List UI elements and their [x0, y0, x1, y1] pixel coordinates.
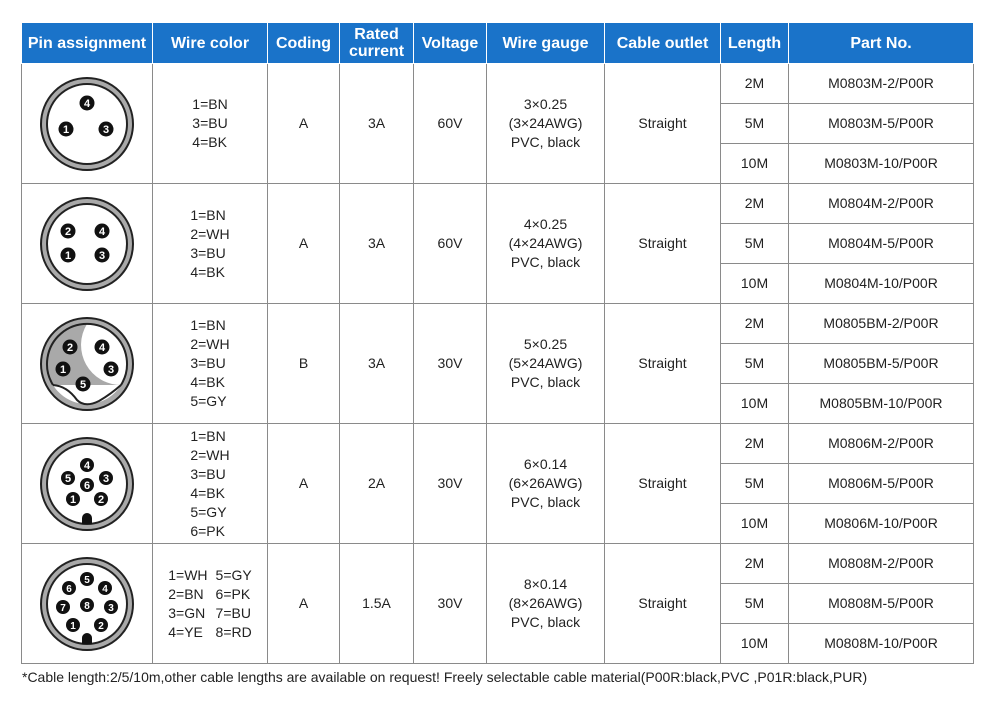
voltage-cell: 30V — [414, 424, 487, 544]
part-no-cell: M0803M-2/P00R — [789, 64, 974, 104]
wire-color-cell — [153, 424, 268, 544]
length-cell: 2M — [721, 184, 789, 224]
table-row — [22, 424, 974, 464]
length-cell: 5M — [721, 464, 789, 504]
svg-text:2: 2 — [64, 225, 72, 238]
pin-7 — [56, 600, 70, 614]
wire-gauge-line: (3×24AWG) — [508, 115, 583, 131]
pin-1 — [66, 618, 80, 632]
coding-cell: A — [268, 184, 340, 304]
pin-3 — [99, 471, 113, 485]
length-cell: 2M — [721, 424, 789, 464]
length-cell: 10M — [721, 384, 789, 424]
svg-text:1: 1 — [69, 493, 77, 506]
wire-color-item: 1=BN — [190, 427, 226, 444]
svg-text:1: 1 — [62, 123, 70, 136]
wire-color-item: 1=BN — [190, 206, 226, 223]
pin-4 — [95, 339, 110, 354]
coding-cell: A — [268, 544, 340, 664]
table-row — [22, 304, 974, 344]
wire-gauge-line: 6×0.14 — [523, 456, 568, 472]
pin-1 — [66, 492, 80, 506]
part-no-cell: M0805BM-2/P00R — [789, 304, 974, 344]
header-wire-color: Wire color — [153, 23, 268, 64]
wire-color-item: 4=BK — [190, 484, 225, 501]
table-row — [22, 64, 974, 104]
voltage-cell: 30V — [414, 544, 487, 664]
pin-2 — [61, 223, 76, 238]
wire-color-item: 3=BU — [190, 355, 226, 371]
cable-outlet-cell: Straight — [605, 184, 721, 304]
length-cell: 5M — [721, 584, 789, 624]
pin-6 — [62, 581, 76, 595]
part-no-cell: M0803M-10/P00R — [789, 144, 974, 184]
voltage-cell: 60V — [414, 64, 487, 184]
pin-2 — [94, 492, 108, 506]
length-cell: 10M — [721, 504, 789, 544]
part-no-cell: M0804M-5/P00R — [789, 224, 974, 264]
pin-2 — [94, 618, 108, 632]
rated-current-cell: 3A — [340, 184, 414, 304]
wire-gauge-line: PVC, black — [510, 614, 581, 630]
pin-assignment-cell — [22, 184, 153, 304]
svg-text:4: 4 — [83, 97, 91, 110]
wire-color-item: 4=YE — [168, 623, 203, 640]
wire-color-item: 3=BU — [190, 465, 226, 482]
svg-text:3: 3 — [108, 602, 114, 614]
rated-current-cell: 3A — [340, 64, 414, 184]
svg-text:2: 2 — [66, 341, 74, 354]
svg-text:1: 1 — [64, 249, 72, 262]
wire-gauge-line: (6×26AWG) — [508, 475, 583, 491]
connector-spec-table — [21, 22, 974, 664]
part-no-cell: M0806M-10/P00R — [789, 504, 974, 544]
wire-color-item: 1=BN — [190, 317, 226, 333]
length-cell: 10M — [721, 264, 789, 304]
wire-gauge-line: PVC, black — [510, 254, 581, 270]
svg-text:8: 8 — [84, 600, 90, 612]
length-cell: 10M — [721, 624, 789, 664]
wire-color-item: 2=WH — [190, 225, 230, 242]
length-cell: 5M — [721, 224, 789, 264]
wire-color-item: 6=PK — [190, 522, 225, 539]
svg-text:4: 4 — [98, 341, 106, 354]
wire-color-item: 5=GY — [190, 393, 227, 409]
wire-color-item: 5=GY — [215, 566, 252, 583]
svg-text:3: 3 — [102, 123, 110, 136]
wire-gauge-line: PVC, black — [510, 494, 581, 510]
wire-color-item: 1=WH — [168, 566, 208, 583]
pin-assignment-cell — [22, 544, 153, 664]
wire-gauge-line: (5×24AWG) — [508, 355, 583, 371]
wire-color-item: 5=GY — [190, 503, 227, 520]
header-rated-line1: Rated — [354, 26, 399, 43]
wire-color-item: 8=RD — [215, 623, 252, 640]
wire-gauge-cell — [487, 544, 605, 664]
header-length: Length — [721, 23, 789, 64]
wire-gauge-cell — [487, 424, 605, 544]
svg-text:1: 1 — [59, 363, 67, 376]
part-no-cell: M0808M-5/P00R — [789, 584, 974, 624]
pin-diagram-8 — [37, 554, 137, 654]
svg-text:3: 3 — [107, 363, 115, 376]
header-rated-current — [340, 23, 414, 64]
footnote: *Cable length:2/5/10m,other cable lengths are available on request! Freely selectable cable material(P00R:black,PVC ,P01R:black,PUR) — [22, 669, 868, 685]
cable-outlet-cell: Straight — [605, 424, 721, 544]
pin-5 — [80, 572, 94, 586]
wire-gauge-line: (8×26AWG) — [508, 595, 583, 611]
part-no-cell: M0805BM-10/P00R — [789, 384, 974, 424]
wire-color-item: 3=BU — [190, 244, 226, 261]
pin-1 — [56, 361, 71, 376]
part-no-cell: M0806M-2/P00R — [789, 424, 974, 464]
header-wire-gauge: Wire gauge — [487, 23, 605, 64]
wire-gauge-cell — [487, 64, 605, 184]
pin-4 — [80, 95, 95, 110]
rated-current-cell: 3A — [340, 304, 414, 424]
svg-text:5: 5 — [64, 472, 72, 485]
length-cell: 2M — [721, 64, 789, 104]
header-coding: Coding — [268, 23, 340, 64]
svg-text:4: 4 — [102, 583, 108, 595]
wire-gauge-line: 8×0.14 — [523, 576, 568, 592]
pin-4 — [95, 223, 110, 238]
length-cell: 5M — [721, 344, 789, 384]
wire-gauge-line: PVC, black — [510, 134, 581, 150]
pin-1 — [61, 247, 76, 262]
wire-color-item: 3=BU — [192, 115, 228, 131]
voltage-cell: 60V — [414, 184, 487, 304]
length-cell: 2M — [721, 304, 789, 344]
header-cable-outlet: Cable outlet — [605, 23, 721, 64]
wire-color-cell — [153, 544, 268, 664]
length-cell: 2M — [721, 544, 789, 584]
pin-assignment-cell — [22, 64, 153, 184]
svg-text:6: 6 — [66, 583, 72, 595]
wire-color-item: 2=WH — [190, 336, 230, 352]
pin-3 — [104, 361, 119, 376]
wire-color-item: 2=WH — [190, 446, 230, 463]
table-row — [22, 544, 974, 584]
wire-color-item: 4=BK — [192, 134, 227, 150]
part-no-cell: M0806M-5/P00R — [789, 464, 974, 504]
wire-color-cell — [153, 304, 268, 424]
wire-gauge-cell — [487, 304, 605, 424]
part-no-cell: M0808M-10/P00R — [789, 624, 974, 664]
rated-current-cell: 2A — [340, 424, 414, 544]
wire-color-cell — [153, 64, 268, 184]
wire-color-item: 1=BN — [192, 96, 228, 112]
table-row — [22, 184, 974, 224]
header-voltage: Voltage — [414, 23, 487, 64]
pin-6 — [80, 478, 94, 492]
coding-cell: B — [268, 304, 340, 424]
cable-outlet-cell: Straight — [605, 544, 721, 664]
wire-color-cell — [153, 184, 268, 304]
pin-diagram-3 — [37, 74, 137, 174]
pin-1 — [59, 121, 74, 136]
part-no-cell: M0805BM-5/P00R — [789, 344, 974, 384]
wire-gauge-line: 5×0.25 — [523, 336, 568, 352]
rated-current-cell: 1.5A — [340, 544, 414, 664]
svg-text:4: 4 — [98, 225, 106, 238]
header-pin-assignment: Pin assignment — [22, 23, 153, 64]
pin-3 — [95, 247, 110, 262]
pin-diagram-5 — [37, 314, 137, 414]
pin-5 — [61, 471, 75, 485]
wire-gauge-cell — [487, 184, 605, 304]
part-no-cell: M0804M-10/P00R — [789, 264, 974, 304]
header-rated-line2: current — [348, 43, 405, 60]
pin-assignment-cell — [22, 304, 153, 424]
pin-4 — [98, 581, 112, 595]
svg-text:6: 6 — [83, 479, 91, 492]
wire-gauge-line: 4×0.25 — [523, 216, 568, 232]
svg-text:7: 7 — [60, 602, 66, 614]
coding-cell: A — [268, 64, 340, 184]
part-no-cell: M0803M-5/P00R — [789, 104, 974, 144]
pin-diagram-6 — [37, 434, 137, 534]
svg-text:4: 4 — [83, 459, 91, 472]
part-no-cell: M0804M-2/P00R — [789, 184, 974, 224]
coding-cell: A — [268, 424, 340, 544]
pin-diagram-4 — [37, 194, 137, 294]
svg-text:5: 5 — [84, 574, 90, 586]
wire-color-item: 3=GN — [168, 604, 206, 621]
svg-text:2: 2 — [97, 493, 105, 506]
svg-text:3: 3 — [98, 249, 106, 262]
pin-3 — [99, 121, 114, 136]
svg-text:3: 3 — [102, 472, 110, 485]
pin-5 — [76, 376, 91, 391]
wire-color-item: 6=PK — [215, 585, 251, 602]
part-no-cell: M0808M-2/P00R — [789, 544, 974, 584]
wire-gauge-line: 3×0.25 — [523, 96, 568, 112]
wire-gauge-line: (4×24AWG) — [508, 235, 583, 251]
wire-color-item: 7=BU — [215, 604, 251, 621]
wire-gauge-line: PVC, black — [510, 374, 581, 390]
cable-outlet-cell: Straight — [605, 64, 721, 184]
header-part-no: Part No. — [789, 23, 974, 64]
wire-color-item: 4=BK — [190, 374, 225, 390]
svg-text:2: 2 — [98, 620, 104, 632]
spec-table-container — [21, 22, 973, 664]
pin-assignment-cell — [22, 424, 153, 544]
pin-8 — [80, 598, 94, 612]
pin-4 — [80, 458, 94, 472]
svg-text:5: 5 — [79, 378, 87, 391]
svg-text:1: 1 — [70, 620, 76, 632]
wire-color-item: 4=BK — [190, 263, 225, 280]
pin-3 — [104, 600, 118, 614]
wire-color-item: 2=BN — [168, 585, 204, 602]
voltage-cell: 30V — [414, 304, 487, 424]
length-cell: 10M — [721, 144, 789, 184]
header-row — [22, 23, 974, 64]
length-cell: 5M — [721, 104, 789, 144]
pin-2 — [63, 339, 78, 354]
cable-outlet-cell: Straight — [605, 304, 721, 424]
